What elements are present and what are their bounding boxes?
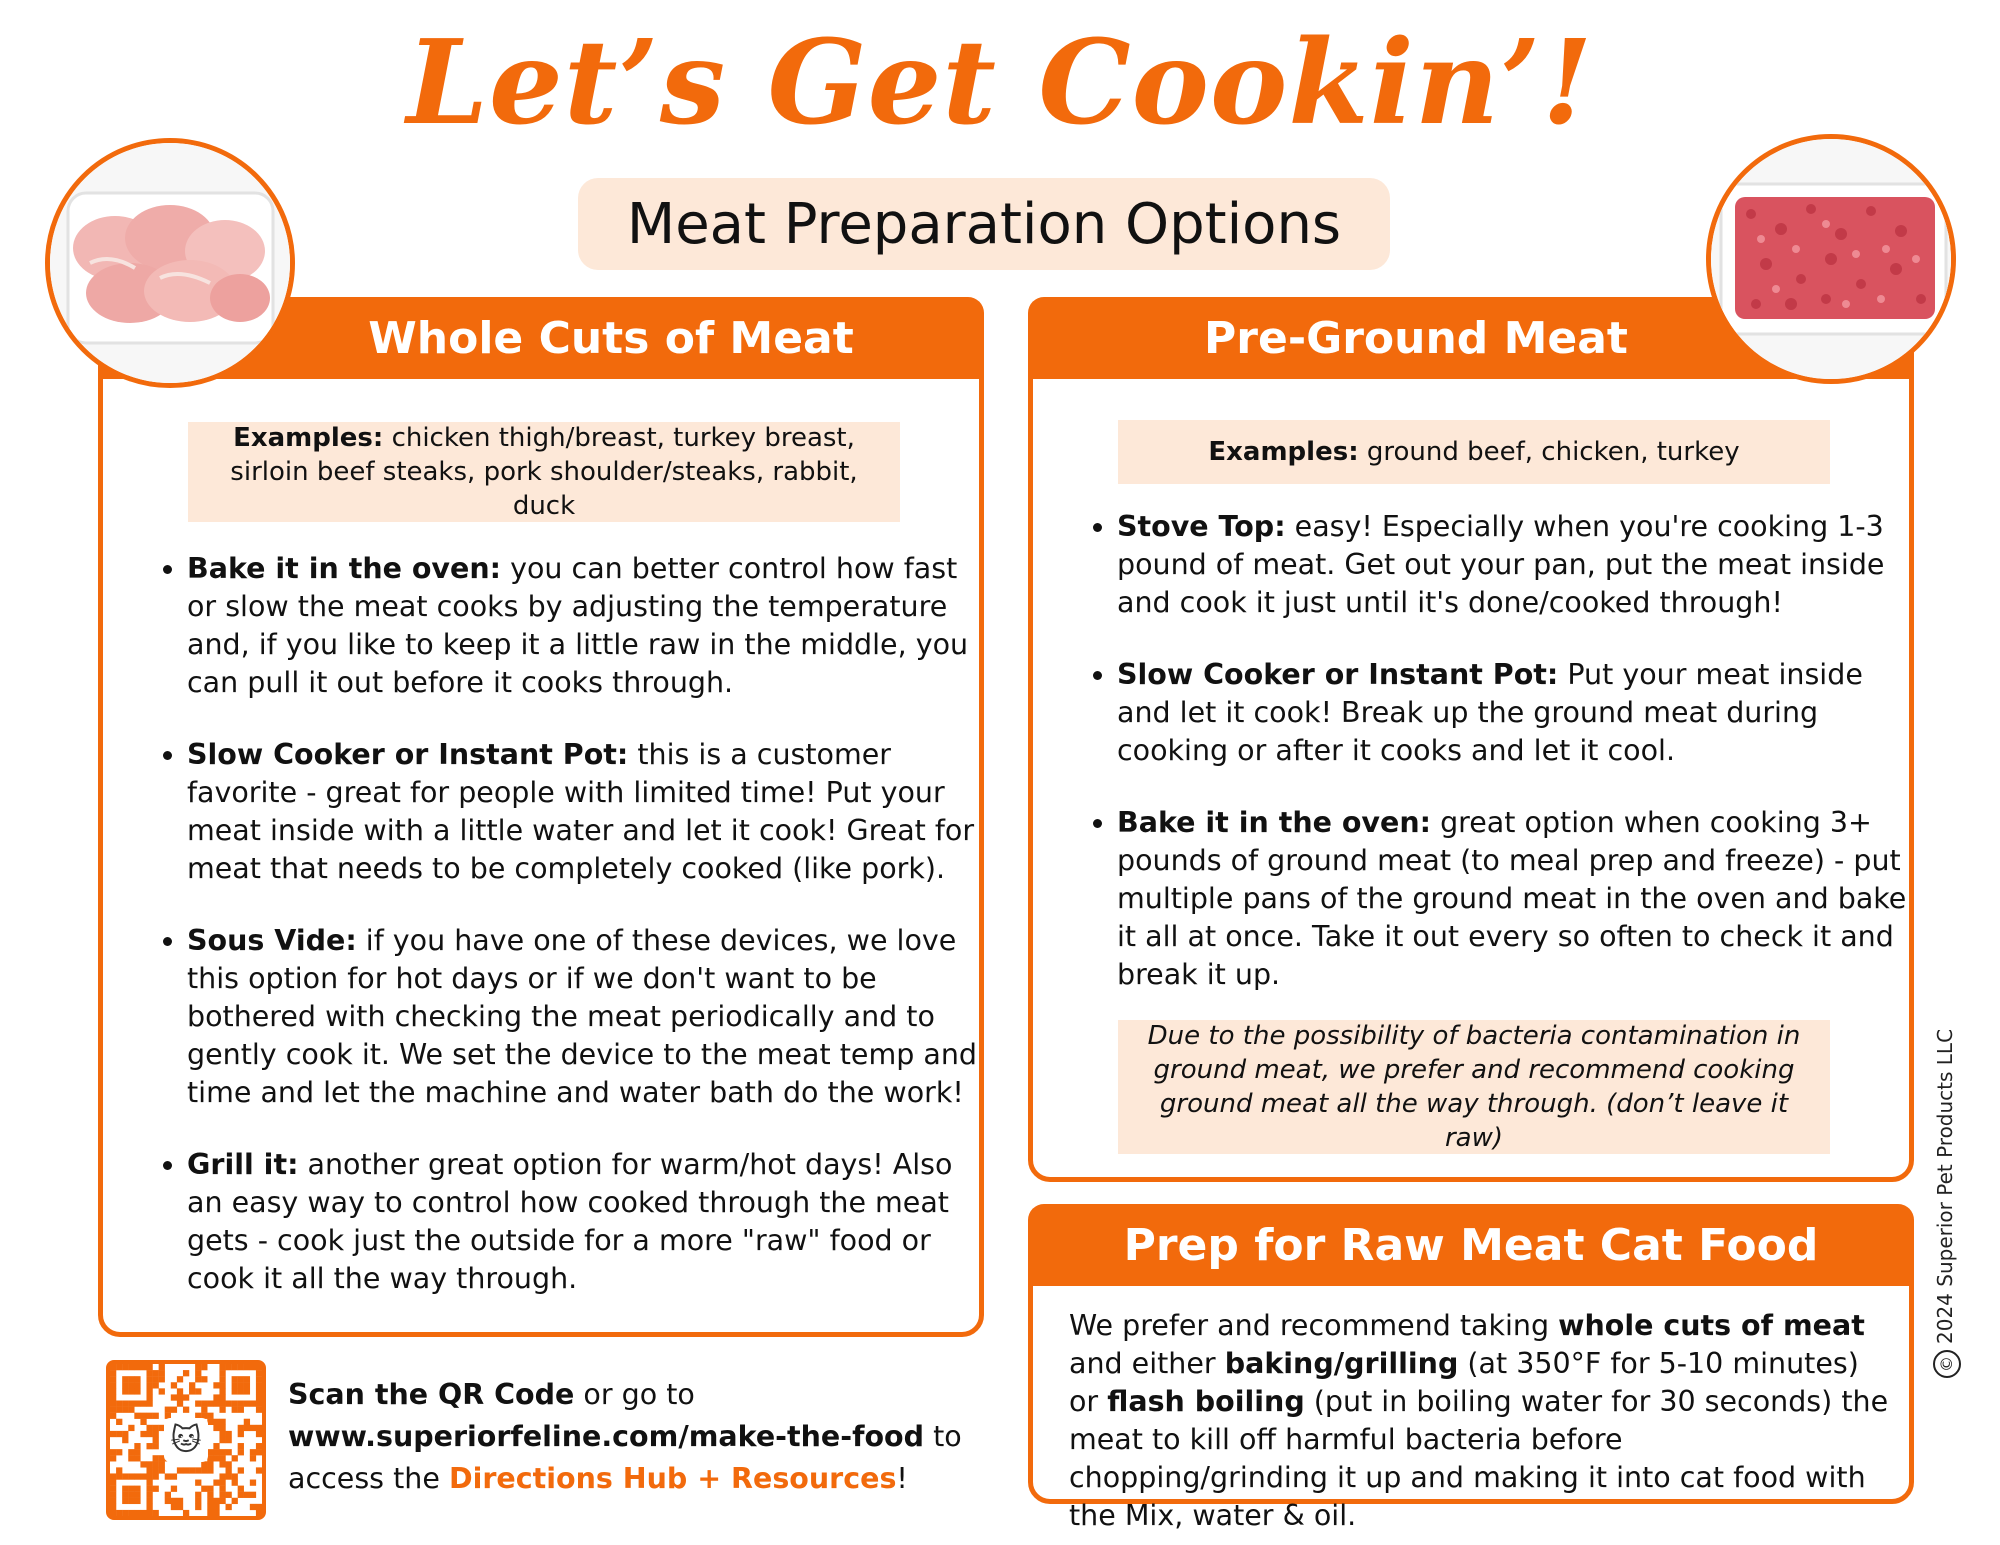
list-item: • Bake it in the oven: great option when cooking 3+ pounds of ground meat (to meal prep and freeze) - put multiple pans of the ground meat in the oven and bake it all at once. Take it out every so often to check it and break it up. xyxy=(1117,804,1917,994)
whole-cuts-list xyxy=(143,550,977,1332)
pre-ground-list xyxy=(1073,508,1917,1028)
cat-icon: 🐱 xyxy=(164,1418,208,1462)
pre-ground-panel xyxy=(1028,297,1914,1182)
page-subtitle: Meat Preparation Options xyxy=(578,178,1390,270)
qr-code[interactable] xyxy=(106,1360,266,1520)
whole-cuts-heading: Whole Cuts of Meat xyxy=(368,312,854,364)
copyright-notice: ©2024 Superior Pet Products LLC xyxy=(1933,1029,1961,1378)
scan-label: Scan the QR Code xyxy=(288,1378,575,1411)
raw-prep-heading: Prep for Raw Meat Cat Food xyxy=(1123,1219,1819,1271)
list-item: • Bake it in the oven: you can better control how fast or slow the meat cooks by adjusting the temperature and, if you like to keep it a little raw in the middle, you can pull it out before it cooks through. xyxy=(187,550,977,702)
qr-instructions: Scan the QR Code or go to www.superiorfeline.com/make-the-food to access the Directions Hub + Resources! xyxy=(288,1378,962,1495)
ground-beef-photo xyxy=(1706,134,1956,384)
whole-cuts-examples xyxy=(188,422,900,522)
ground-meat-note: Due to the possibility of bacteria contamination in ground meat, we prefer and recommend cooking ground meat all the way through. (don’t leave it raw) xyxy=(1118,1020,1830,1154)
copyright-symbol: © xyxy=(1933,1350,1961,1378)
list-item: • Stove Top: easy! Especially when you're cooking 1-3 pound of meat. Get out your pan, put the meat inside and cook it just until it's done/cooked through! xyxy=(1117,508,1917,622)
list-item: • Grill it: another great option for warm/hot days! Also an easy way to control how cooked through the meat gets - cook just the outside for a more "raw" food or cook it all the way through. xyxy=(187,1146,977,1298)
chicken-image xyxy=(50,143,290,383)
page-title: Let’s Get Cookin’! xyxy=(406,15,1594,151)
pre-ground-examples-label: Examples: xyxy=(1208,437,1359,467)
raw-prep-text: We prefer and recommend taking whole cuts of meat and either baking/grilling (at 350°F for 5-10 minutes) or flash boiling (put in boiling water for 30 seconds) the meat to kill off harmful bacteria before chopping/grinding it up and making it into cat food with the Mix, water & oil. xyxy=(1069,1309,1889,1532)
pre-ground-heading: Pre-Ground Meat xyxy=(1204,312,1628,364)
list-item: • Slow Cooker or Instant Pot: Put your meat inside and let it cook! Break up the ground meat during cooking or after it cooks and let it cool. xyxy=(1117,656,1917,770)
make-food-link[interactable]: www.superiorfeline.com/make-the-food xyxy=(288,1420,925,1453)
raw-prep-panel xyxy=(1028,1204,1914,1532)
pre-ground-examples-text: ground beef, chicken, turkey xyxy=(1366,437,1740,467)
whole-cuts-panel xyxy=(98,297,984,1337)
pre-ground-examples xyxy=(1118,420,1830,484)
whole-cuts-examples-text: chicken thigh/breast, turkey breast, sirloin beef steaks, pork shoulder/steaks, rabbit, duck xyxy=(230,423,858,521)
list-item: • Slow Cooker or Instant Pot: this is a customer favorite - great for people with limited time! Put your meat inside with a little water and let it cook! Great for meat that needs to be completely cooked (like pork). xyxy=(187,736,977,888)
chicken-photo xyxy=(45,138,295,388)
directions-hub-link[interactable]: Directions Hub + Resources xyxy=(448,1462,897,1495)
ground-beef-image xyxy=(1711,139,1951,379)
list-item: • Sous Vide: if you have one of these devices, we love this option for hot days or if we don't want to be bothered with checking the meat periodically and to gently cook it. We set the device to the meat temp and time and let the machine and water bath do the work! xyxy=(187,922,977,1112)
whole-cuts-examples-label: Examples: xyxy=(233,423,384,453)
raw-prep-header xyxy=(1028,1204,1914,1286)
